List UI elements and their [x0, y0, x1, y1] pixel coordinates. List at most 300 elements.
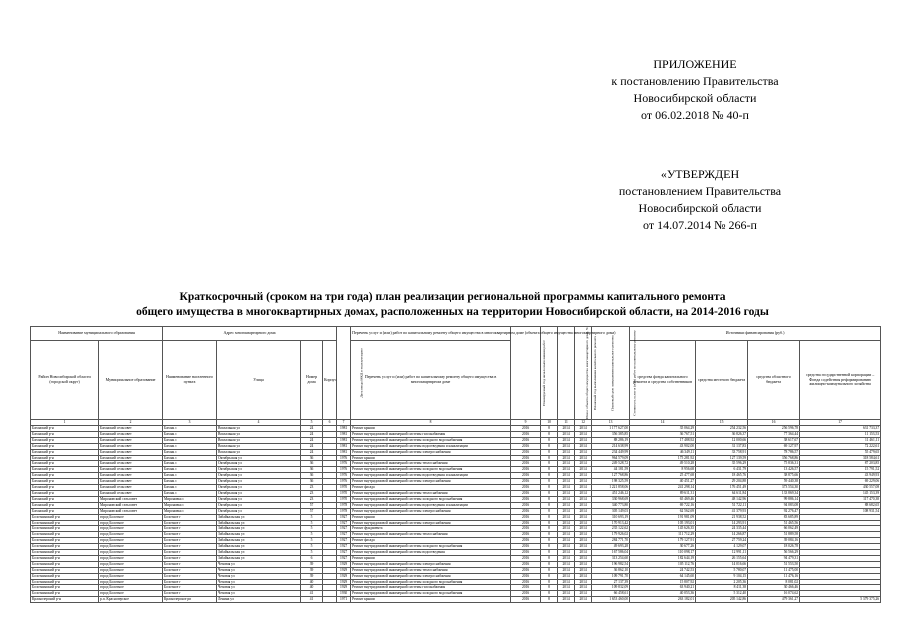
table-cell: Баганский р-н [31, 461, 99, 467]
table-cell: 2014 [575, 431, 592, 437]
table-cell: 2014 [558, 514, 575, 520]
table-cell: город Болотное [99, 573, 163, 579]
table-cell: 77 364,44 [748, 431, 800, 437]
table-cell: Болотнинский р-н [31, 585, 99, 591]
table-cell: Октябрьская ул [217, 485, 301, 491]
table-cell: Октябрьская ул [217, 461, 301, 467]
table-cell: 2014 [575, 597, 592, 603]
header-settlement: Наименование населенного пункта [163, 341, 217, 420]
table-cell: 11 461,11 [800, 437, 881, 443]
table-cell: 24 742,53 [630, 567, 696, 573]
table-cell: Багань с [163, 473, 217, 479]
column-number: 11 [558, 420, 575, 426]
table-cell: 330 968,69 [592, 496, 630, 502]
table-cell: Забайкальская ул [217, 544, 301, 550]
table-cell: 8 [541, 496, 558, 502]
table-cell: Ремонт внутридомовой инженерной системы холодного водоснабжения [351, 579, 511, 585]
table-cell: 31 137,83 [696, 443, 748, 449]
table-cell: город Болотное [99, 514, 163, 520]
table-cell: Баганский р-н [31, 437, 99, 443]
table-cell: 87 203,85 [800, 461, 881, 467]
table-cell: Забайкальская ул [217, 555, 301, 561]
table-cell: Баганский сельсовет [99, 473, 163, 479]
table-cell: 40 451,27 [630, 479, 696, 485]
table-cell: Баганский сельсовет [99, 485, 163, 491]
table-cell: Вокзальная ул [217, 443, 301, 449]
table-cell: 24 [301, 449, 323, 455]
appendix-line-3: Новосибирской области [633, 91, 757, 105]
table-cell: 15 791,52 [800, 467, 881, 473]
table-cell: Ремонт внутридомовой инженерной системы холодного водоснабжения [351, 591, 511, 597]
table-cell: 51 889,58 [748, 532, 800, 538]
table-cell: Ремонт внутридомовой инженерной системы электроснабжения [351, 520, 511, 526]
table-cell: Болотнинский р-н [31, 538, 99, 544]
table-cell: 2014 [575, 544, 592, 550]
table-cell: 8 [541, 550, 558, 556]
table-cell: Ремонт внутридомовой инженерной системы водоотведения и канализации [351, 502, 511, 508]
table-cell: Багань с [163, 490, 217, 496]
table-cell: 40 053,36 [630, 591, 696, 597]
table-cell: Ленина ул [217, 597, 301, 603]
table-cell: Ремонт фасада [351, 538, 511, 544]
table-cell: Ремонт крыши [351, 426, 511, 432]
header-end-year-text: Плановый срок завершения капитального ремонта [610, 334, 615, 411]
table-cell: 2014 [558, 485, 575, 491]
table-cell: 8 [541, 508, 558, 514]
table-cell: 94 479,31 [748, 555, 800, 561]
table-cell: 1 177 627,00 [592, 426, 630, 432]
table-cell: Ремонт внутридомовой инженерной системы электроснабжения [351, 561, 511, 567]
table-cell: 2014 [575, 561, 592, 567]
table-cell: Болотнинский р-н [31, 532, 99, 538]
table-cell: Чеховая ул [217, 573, 301, 579]
table-cell: 38 617,67 [748, 437, 800, 443]
table-cell: 2016 [511, 455, 541, 461]
table-cell: 24 335,44 [696, 526, 748, 532]
table-cell: 340 773,80 [592, 502, 630, 508]
table-cell: 127 139,59 [696, 455, 748, 461]
table-cell: 145 153,39 [800, 490, 881, 496]
table-cell: 1927 [337, 550, 351, 556]
table-cell: 2014 [558, 573, 575, 579]
table-cell: 2014 [558, 467, 575, 473]
table-cell: 2016 [511, 437, 541, 443]
table-cell: 8 [541, 532, 558, 538]
table-cell: 2016 [511, 502, 541, 508]
table-cell: 1 221 858,06 [592, 485, 630, 491]
table-cell: 1929 [337, 585, 351, 591]
column-number: 17 [800, 420, 881, 426]
table-cell: 2014 [558, 591, 575, 597]
table-cell: 11 475,00 [748, 567, 800, 573]
table-cell: 2014 [558, 579, 575, 585]
table-cell: 43 902,00 [630, 443, 696, 449]
table-cell: Забайкальская ул [217, 550, 301, 556]
table-cell: 2014 [575, 490, 592, 496]
table-cell: 65 469,46 [630, 496, 696, 502]
table-cell: 57 [301, 502, 323, 508]
table-cell: 2014 [558, 597, 575, 603]
table-cell: 2016 [511, 597, 541, 603]
table-cell: 8 [541, 437, 558, 443]
table-cell: 8 [541, 585, 558, 591]
table-cell: 2014 [558, 490, 575, 496]
table-cell: Болотное г [163, 579, 217, 585]
table-cell: Багань с [163, 461, 217, 467]
table-cell: 318 584,61 [800, 455, 881, 461]
table-cell: 310 693,19 [592, 514, 630, 520]
table-cell: 8 [541, 443, 558, 449]
table-cell: 108 931,54 [800, 508, 881, 514]
table-cell: 2014 [575, 520, 592, 526]
table-cell: 5 [301, 550, 323, 556]
table-cell: 36 826,37 [696, 431, 748, 437]
table-cell: 12 000,66 [696, 437, 748, 443]
table-cell: 8 411,38 [696, 585, 748, 591]
table-cell: 176 451,49 [696, 485, 748, 491]
table-cell: 8 [541, 426, 558, 432]
header-wear-text: Износ объекта общего имущества многоквартирного дома, % [584, 326, 589, 419]
table-cell: Багань с [163, 449, 217, 455]
table-cell: 198 325,59 [592, 479, 630, 485]
group-header-address: Адрес многоквартирного дома [163, 327, 337, 341]
table-cell: Болотное г [163, 514, 217, 520]
table-cell: 2014 [575, 550, 592, 556]
table-cell: 8 [541, 485, 558, 491]
table-cell: 41 [301, 591, 323, 597]
table-cell: 36 [301, 473, 323, 479]
table-cell: 57 [301, 508, 323, 514]
table-cell: Баганский р-н [31, 479, 99, 485]
table-cell: 2014 [575, 479, 592, 485]
table-cell: 105 193,01 [630, 520, 696, 526]
table-cell: Баганский р-н [31, 467, 99, 473]
table-cell: 127 768,86 [592, 473, 630, 479]
table-cell: 2016 [511, 431, 541, 437]
table-cell: 75 836,31 [748, 461, 800, 467]
table-cell: Баганский р-н [31, 455, 99, 461]
table-cell: 59 440,38 [748, 479, 800, 485]
table-cell: 1978 [337, 508, 351, 514]
table-cell: 631 733,37 [800, 426, 881, 432]
table-cell: 1981 [337, 443, 351, 449]
table-cell: 78 786,57 [748, 449, 800, 455]
table-cell: Багань с [163, 479, 217, 485]
table-cell: 30 466,46 [748, 585, 800, 591]
table-cell: 1929 [337, 567, 351, 573]
table-cell: Ремонт внутридомовой инженерной системы газоснабжения [351, 431, 511, 437]
table-cell: 21 938,52 [696, 514, 748, 520]
table-cell: 69 229,06 [800, 479, 881, 485]
table-cell: 105 112,76 [630, 561, 696, 567]
table-cell: 26 155,64 [696, 555, 748, 561]
table-cell: 2014 [575, 449, 592, 455]
table-cell: 39 084,16 [748, 538, 800, 544]
table-cell: 9 104,15 [696, 573, 748, 579]
table-cell: 1929 [337, 579, 351, 585]
table-cell: 2016 [511, 532, 541, 538]
table-cell: 8 [541, 520, 558, 526]
table-cell: 36 862,10 [592, 567, 630, 573]
table-cell: 33 758,91 [696, 449, 748, 455]
table-cell: город Болотное [99, 532, 163, 538]
table-cell: 1927 [337, 520, 351, 526]
table-cell: 8 081,02 [748, 579, 800, 585]
table-cell: Октябрьская ул [217, 508, 301, 514]
column-number: 10 [541, 420, 558, 426]
table-cell: 1976 [337, 455, 351, 461]
header-district: Район Новосибирской области (городской округ) [31, 341, 99, 420]
table-cell: 170 913,42 [592, 520, 630, 526]
table-cell: 313 254,60 [592, 555, 630, 561]
column-number: 3 [163, 420, 217, 426]
table-cell: 1927 [337, 532, 351, 538]
table-cell: Чеховая ул [217, 561, 301, 567]
table-cell: Баганский р-н [31, 473, 99, 479]
table-cell: Ремонт внутридомовой инженерной системы электроснабжения [351, 479, 511, 485]
table-cell: 2016 [511, 496, 541, 502]
table-cell: 1927 [337, 526, 351, 532]
table-cell: 24 [301, 437, 323, 443]
appendix-block [600, 56, 790, 124]
table-cell: Чеховая ул [217, 591, 301, 597]
header-plan-year-text: Планируемый год начала выполнения работ [541, 339, 546, 406]
table-cell: 88 286,19 [592, 437, 630, 443]
column-number: 15 [696, 420, 748, 426]
table-cell: Ремонт внутридомовой инженерной системы теплоснабжения [351, 567, 511, 573]
table-cell: Баганский сельсовет [99, 479, 163, 485]
table-cell: Баганский сельсовет [99, 455, 163, 461]
table-cell: 8 [541, 573, 558, 579]
table-cell: 1976 [337, 467, 351, 473]
table-cell: Болотное г [163, 526, 217, 532]
table-cell: 2016 [511, 449, 541, 455]
table-cell: 2016 [511, 579, 541, 585]
table-cell: Багань с [163, 437, 217, 443]
table-cell: Баганский р-н [31, 490, 99, 496]
table-cell: 8 [541, 579, 558, 585]
table-cell: 5 [301, 520, 323, 526]
table-cell: 249 528,72 [592, 461, 630, 467]
header-year-built [337, 327, 364, 420]
table-cell: Ремонт фасада [351, 485, 511, 491]
table-cell: 18 465,76 [696, 473, 748, 479]
table-cell [323, 597, 337, 603]
table-cell: 2014 [558, 526, 575, 532]
approval-line-4: от 14.07.2014 № 266-п [643, 218, 757, 232]
table-cell: Баганский р-н [31, 496, 99, 502]
header-state-corporation: средства государственной корпорации – Фонда содействия реформированию жилищно-коммунального хозяйства [800, 341, 881, 420]
table-cell: 1930 [337, 591, 351, 597]
table-cell: 8 [541, 431, 558, 437]
table-cell: город Болотное [99, 579, 163, 585]
table-cell: 479 361,27 [748, 597, 800, 603]
table-cell: Вокзальная ул [217, 426, 301, 432]
table-cell: 2014 [558, 520, 575, 526]
table-cell: 109 791,70 [592, 573, 630, 579]
table-cell: 88 682,65 [800, 502, 881, 508]
table-cell: 2014 [558, 555, 575, 561]
table-cell: Баганский р-н [31, 502, 99, 508]
table-cell: 8 [541, 502, 558, 508]
table-cell: Баганский р-н [31, 485, 99, 491]
table-cell: 2014 [558, 538, 575, 544]
table-cell: 8 [541, 544, 558, 550]
header-cost-text: Стоимость услуг и (или) работ по капитальному ремонту [632, 329, 637, 416]
table-cell: 25 477,68 [630, 473, 696, 479]
table-cell: 44 181,59 [592, 467, 630, 473]
column-number: 7 [337, 420, 351, 426]
table-cell: 2014 [558, 532, 575, 538]
table-cell: 2014 [575, 591, 592, 597]
table-cell: Болотнинский р-н [31, 573, 99, 579]
table-cell: 69 722,16 [630, 502, 696, 508]
table-cell: 5 312,40 [696, 591, 748, 597]
table-cell: 2016 [511, 467, 541, 473]
table-cell: 214 638,99 [592, 443, 630, 449]
table-cell: 1929 [337, 561, 351, 567]
table-cell: 356 385,85 [592, 431, 630, 437]
table-cell: Болотное г [163, 538, 217, 544]
table-cell: 2014 [575, 514, 592, 520]
table-cell: 2016 [511, 538, 541, 544]
table-cell: Болотнинский р-н [31, 579, 99, 585]
table-cell: Забайкальская ул [217, 526, 301, 532]
table-cell: 2014 [575, 567, 592, 573]
table-cell: 2016 [511, 567, 541, 573]
table-cell: 2014 [558, 561, 575, 567]
table-cell: Ремонт фундамента [351, 526, 511, 532]
table-cell: 2014 [558, 426, 575, 432]
table-cell: Болотное г [163, 520, 217, 526]
header-fund: средства фонда капитального ремонта и средства собственников [630, 341, 696, 420]
table-cell: 1970 [337, 496, 351, 502]
table-cell: 29 204,88 [696, 479, 748, 485]
table-cell: 72 222,61 [800, 443, 881, 449]
table-cell: 2016 [511, 591, 541, 597]
document-title-line-2: общего имущества в многоквартирных домах, расположенных на территории Новосибирской области, на 2014-2016 годы [136, 306, 769, 318]
table-cell: 8 [541, 473, 558, 479]
table-cell: 94 083,08 [748, 502, 800, 508]
table-cell: 40 [301, 579, 323, 585]
column-number: 14 [630, 420, 696, 426]
table-cell: Багань с [163, 455, 217, 461]
table-cell: 2016 [511, 550, 541, 556]
table-cell: Краснозерское рп [163, 597, 217, 603]
table-cell: 2016 [511, 426, 541, 432]
table-cell: 39 [301, 573, 323, 579]
table-cell: Баганский сельсовет [99, 467, 163, 473]
column-number: 8 [351, 420, 511, 426]
table-cell: Мироновский сельсовет [99, 508, 163, 514]
header-year-built-text: Дата ввода МКД в эксплуатацию [359, 347, 364, 398]
column-number: 9 [511, 420, 541, 426]
table-cell: 39 [301, 561, 323, 567]
table-cell: Баганский сельсовет [99, 443, 163, 449]
table-cell: Баганский сельсовет [99, 490, 163, 496]
table-cell: 27 759,24 [696, 538, 748, 544]
table-cell: 175 281,92 [630, 455, 696, 461]
table-cell: 2014 [575, 508, 592, 514]
table-cell: Ремонт внутридомовой инженерной системы теплоснабжения [351, 461, 511, 467]
table-cell: 1927 [337, 555, 351, 561]
table-cell: 14 293,91 [696, 520, 748, 526]
header-work: Перечень услуг и (или) работ по капитальному ремонту общего имущества в многоквартирном доме [351, 341, 511, 420]
table-cell: Ремонт внутридомовой инженерной системы холодного водоснабжения [351, 437, 511, 443]
table-cell: 235 122,62 [592, 526, 630, 532]
table-cell: Мироновский сельсовет [99, 496, 163, 502]
table-cell: Баганский р-н [31, 449, 99, 455]
table-cell: 14 266,87 [696, 532, 748, 538]
table-cell: 41 379,93 [696, 508, 748, 514]
column-number: 6 [323, 420, 337, 426]
document-title [20, 290, 885, 320]
table-cell: 8 [541, 479, 558, 485]
table-cell: 8 [541, 467, 558, 473]
table-cell: Болотное г [163, 591, 217, 597]
table-cell: 36 767,51 [630, 431, 696, 437]
table-cell: 2014 [575, 461, 592, 467]
table-cell: Болотное г [163, 585, 217, 591]
table-cell: 133 869,34 [748, 490, 800, 496]
table-cell: 92 276,47 [748, 508, 800, 514]
table-cell: 51 722,11 [696, 502, 748, 508]
table-cell: 2014 [558, 443, 575, 449]
table-cell: 1970 [337, 490, 351, 496]
table-cell: Болотное г [163, 555, 217, 561]
table-cell: 11 476,16 [748, 573, 800, 579]
table-cell: 2014 [575, 455, 592, 461]
table-cell: 2016 [511, 485, 541, 491]
table-cell: 111 712,29 [630, 532, 696, 538]
table-cell: Баганский р-н [31, 443, 99, 449]
table-cell: 6 [301, 555, 323, 561]
table-cell: 2016 [511, 520, 541, 526]
table-cell: 6 431,79 [696, 467, 748, 473]
table-cell: 1971 [337, 597, 351, 603]
table-cell: 1981 [337, 426, 351, 432]
table-cell: 8 [541, 455, 558, 461]
table-cell: Болотное г [163, 567, 217, 573]
table-cell: Баганский р-н [31, 508, 99, 514]
table-cell: 5 780,07 [696, 567, 748, 573]
table-cell: 5 [301, 526, 323, 532]
table-cell: 8 [541, 538, 558, 544]
table-cell: 179 127,91 [630, 538, 696, 544]
table-cell: 8 956,68 [630, 467, 696, 473]
column-number: 13 [592, 420, 630, 426]
table-cell: 1976 [337, 461, 351, 467]
table-cell: 13 426,57 [748, 467, 800, 473]
table-cell: 66 062,49 [748, 526, 800, 532]
table-cell: Октябрьская ул [217, 490, 301, 496]
table-cell: Забайкальская ул [217, 514, 301, 520]
table-cell: Болотнинский р-н [31, 520, 99, 526]
table-cell: 8 [541, 449, 558, 455]
table-cell: 2014 [558, 431, 575, 437]
table-cell: 49 693,28 [592, 544, 630, 550]
table-cell: 451 246,12 [592, 490, 630, 496]
table-cell: 373 554,30 [748, 485, 800, 491]
table-cell: Мироновский сельсовет [99, 502, 163, 508]
table-cell: 1981 [337, 431, 351, 437]
table-cell: Ремонт крыши [351, 555, 511, 561]
table-cell: 1981 [337, 449, 351, 455]
table-cell: Октябрьская ул [217, 473, 301, 479]
table-cell: Болотнинский р-н [31, 544, 99, 550]
table-cell: Чеховая ул [217, 567, 301, 573]
appendix-line-2: к постановлению Правительства [611, 74, 779, 88]
